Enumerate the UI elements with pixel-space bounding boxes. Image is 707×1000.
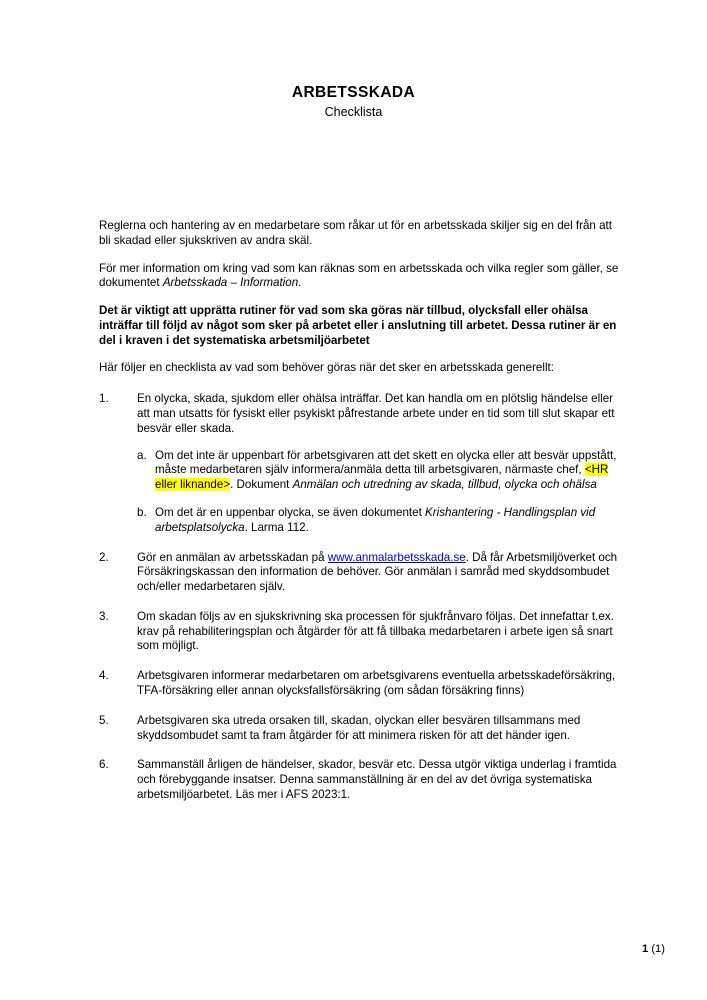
intro-paragraph-3-emphasis: Det är viktigt att upprätta rutiner för vad som ska göras när tillbud, olycksfall eller ohälsa inträffar till följd av något som sker på arbetet eller i anslutning till arbetet. Dessa rutiner är en del i kraven i det systematiska arbetsmiljöarbetet [99,304,617,347]
checklist-item-4 [99,669,623,699]
checklist-item-5-marker: 5. [99,713,109,727]
anmalarbetsskada-link[interactable]: www.anmalarbetsskada.se [327,550,466,564]
intro-paragraph-2-text: För mer information om kring vad som kan räknas som en arbetsskada och vilka regler som gäller, se dokumentet [99,261,619,290]
document-body [99,219,623,818]
checklist-item-2-text-post: . Då får Arbetsmiljöverket och Försäkringskassan den information de behöver. Gör anmälan i samråd med skyddsombudet och/eller medarbetaren själv. [137,550,618,594]
checklist-item-2-text [137,551,623,595]
intro-paragraph-2-tail: . [298,276,302,290]
checklist-item-1b-marker: b. [137,505,147,519]
checklist-item-1a-document-name: Anmälan och utredning av skada, tillbud, olycka och ohälsa [292,478,597,492]
checklist-item-1b [137,506,623,536]
checklist-item-5-text: Arbetsgivaren ska utreda orsaken till, skadan, olyckan eller besvären tillsammans med skyddsombudet samt ta fram åtgärder för att minimera risken för att det händer igen. [137,713,581,742]
checklist-lead-in: Här följer en checklista av vad som behöver göras när det sker en arbetsskada generellt: [99,361,554,375]
checklist-item-1a-highlighted-placeholder: <HR eller liknande> [155,463,609,492]
checklist-item-1a-marker: a. [137,448,147,462]
footer-total-pages: (1) [651,943,665,955]
checklist-item-1b-text: Om det är en uppenbar olycka, se även dokumentet [155,505,426,519]
checklist-item-1 [99,392,623,535]
checklist-item-1a [137,449,623,493]
page-footer [0,943,707,956]
checklist-item-4-marker: 4. [99,669,109,683]
checklist [99,392,623,802]
checklist-item-6-marker: 6. [99,758,109,772]
checklist-item-4-text: Arbetsgivaren informerar medarbetaren om arbetsgivarens eventuella arbetsskadeförsäkring, TFA-försäkring eller annan olycksfallsförsäkring (om sådan försäkring finns) [137,669,616,697]
checklist-item-1a-text-mid: . Dokument [230,478,293,492]
checklist-item-1-text: En olycka, skada, sjukdom eller ohälsa inträffar. Det kan handla om en plötslig händelse eller att man utsatts för fysiskt eller psykiskt påfrestande arbete under en tid som till slut skapar ett besvär eller skada. [137,392,615,435]
checklist-item-1b-document-name: Krishantering - Handlingsplan vid arbetsplatsolycka [155,505,596,534]
intro-paragraph-2 [99,262,623,292]
checklist-item-1b-text-tail: . Larma 112. [244,520,309,534]
checklist-item-1-marker: 1. [99,392,109,406]
intro-paragraph-2-document-name: Arbetsskada – Information [162,276,299,290]
checklist-item-3-marker: 3. [99,609,109,623]
footer-current-page: 1 [641,943,649,955]
checklist-item-1-sublist [137,449,623,536]
checklist-item-3-text: Om skadan följs av en sjukskrivning ska processen för sjukfrånvaro följas. Det innefattar t.ex. krav på rehabiliteringsplan och åtgärder för att få tillbaka medarbetaren i arbete igen så snart som möjligt. [137,609,614,653]
checklist-item-3 [99,610,623,654]
checklist-item-5 [99,714,623,744]
checklist-item-6-text: Sammanställ årligen de händelser, skador, besvär etc. Dessa utgör viktiga underlag i framtida och förebyggande insatser. Denna sammanställning är en del av det övriga systematiska arbetsmiljöarbetet. Läs mer i AFS 2023:1. [137,758,617,801]
checklist-item-2-text-pre: Gör en anmälan av arbetsskadan på [137,550,328,564]
checklist-item-6 [99,758,623,802]
checklist-item-2-marker: 2. [99,550,109,564]
page-subtitle: Checklista [324,104,383,119]
document-header [0,84,707,121]
intro-paragraph-1: Reglerna och hantering av en medarbetare som råkar ut för en arbetsskada skiljer sig en del från att bli skadad eller sjukskriven av andra skäl. [99,219,612,247]
page-title: ARBETSSKADA [291,84,416,101]
checklist-item-1a-text: Om det inte är uppenbart för arbetsgivaren att det skett en olycka eller att besvär uppstått, måste medarbetaren själv informera/anmäla detta till arbetsgivaren, närmaste chef, [155,448,617,477]
checklist-item-2 [99,551,623,595]
